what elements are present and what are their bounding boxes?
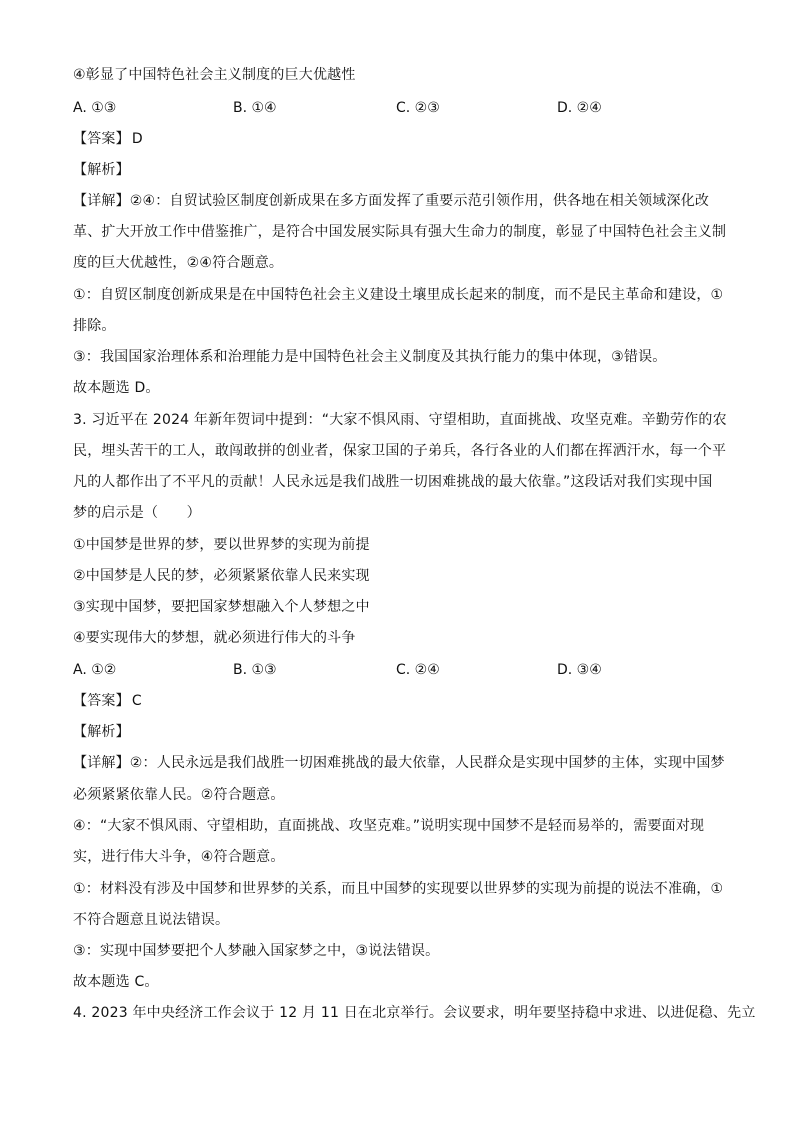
q3-option-d[interactable]: D. ③④ — [557, 662, 602, 678]
q3-option-c[interactable]: C. ②④ — [396, 662, 440, 678]
q2-detail-line: ①：自贸区制度创新成果是在中国特色社会主义建设土壤里成长起来的制度，而不是民主革命和建设，① — [73, 287, 724, 303]
q3-item-3: ③实现中国梦，要把国家梦想融入个人梦想之中 — [73, 599, 370, 615]
answer-label: 【答案】 — [73, 693, 130, 709]
q2-conclusion: 故本题选 D。 — [73, 380, 160, 396]
q3-answer — [73, 691, 142, 711]
q3-detail-line: ③：实现中国梦要把个人梦融入国家梦之中，③说法错误。 — [73, 943, 440, 959]
q3-detail-line: 实，进行伟大斗争，④符合题意。 — [73, 849, 285, 865]
q2-detail-line: 【详解】②④：自贸试验区制度创新成果在多方面发挥了重要示范引领作用，供各地在相关领域深化改 — [73, 193, 710, 209]
answer-value: C — [131, 693, 142, 709]
q3-option-a[interactable]: A. ①② — [73, 662, 117, 678]
q2-option-d[interactable]: D. ②④ — [557, 100, 602, 116]
q3-analysis-label: 【解析】 — [73, 724, 130, 740]
q2-detail-line: 排除。 — [73, 318, 116, 334]
q3-detail-line: 【详解】②：人民永远是我们战胜一切困难挑战的最大依靠，人民群众是实现中国梦的主体，实现中国梦 — [73, 755, 725, 771]
q3-stem-line: 3. 习近平在 2024 年新年贺词中提到：“大家不惧风雨、守望相助，直面挑战、攻坚克难。辛勤劳作的农 — [73, 412, 727, 428]
q2-option-b[interactable]: B. ①④ — [233, 100, 277, 116]
q2-option-a[interactable]: A. ①③ — [73, 100, 117, 116]
q3-option-b[interactable]: B. ①③ — [233, 662, 277, 678]
q2-item-4: ④彰显了中国特色社会主义制度的巨大优越性 — [73, 67, 356, 83]
q3-stem-line: 梦的启示是（ ） — [73, 505, 201, 521]
q3-detail-line: ①：材料没有涉及中国梦和世界梦的关系，而且中国梦的实现要以世界梦的实现为前提的说法不准确，① — [73, 881, 724, 897]
q2-detail-line: 革、扩大开放工作中借鉴推广，是符合中国发展实际具有强大生命力的制度，彰显了中国特色社会主义制 — [73, 224, 727, 240]
q3-item-1: ①中国梦是世界的梦，要以世界梦的实现为前提 — [73, 537, 370, 553]
q3-detail-line: 不符合题意且说法错误。 — [73, 912, 230, 928]
q3-item-2: ②中国梦是人民的梦，必须紧紧依靠人民来实现 — [73, 568, 370, 584]
q4-stem-line: 4. 2023 年中央经济工作会议于 12 月 11 日在北京举行。会议要求，明年要坚持稳中求进、以进促稳、先立 — [73, 1005, 756, 1021]
q2-analysis-label: 【解析】 — [73, 162, 130, 178]
q3-stem-line: 凡的人都作出了不平凡的贡献！人民永远是我们战胜一切困难挑战的最大依靠。”这段话对我们实现中国 — [73, 474, 713, 490]
q3-detail-line: 必须紧紧依靠人民。②符合题意。 — [73, 787, 285, 803]
q2-answer — [73, 129, 143, 149]
q3-stem-line: 民，埋头苦干的工人，敢闯敢拼的创业者，保家卫国的子弟兵，各行各业的人们都在挥洒汗水，每一个平 — [73, 443, 727, 459]
answer-value: D — [131, 131, 143, 147]
q3-item-4: ④要实现伟大的梦想，就必须进行伟大的斗争 — [73, 630, 356, 646]
q3-conclusion: 故本题选 C。 — [73, 974, 159, 990]
q3-detail-line: ④：“大家不惧风雨、守望相助，直面挑战、攻坚克难。”说明实现中国梦不是轻而易举的，需要面对现 — [73, 818, 705, 834]
q2-detail-line: 度的巨大优越性，②④符合题意。 — [73, 255, 284, 271]
q2-option-c[interactable]: C. ②③ — [396, 100, 440, 116]
answer-label: 【答案】 — [73, 131, 130, 147]
q2-detail-line: ③：我国国家治理体系和治理能力是中国特色社会主义制度及其执行能力的集中体现，③错误。 — [73, 349, 667, 365]
